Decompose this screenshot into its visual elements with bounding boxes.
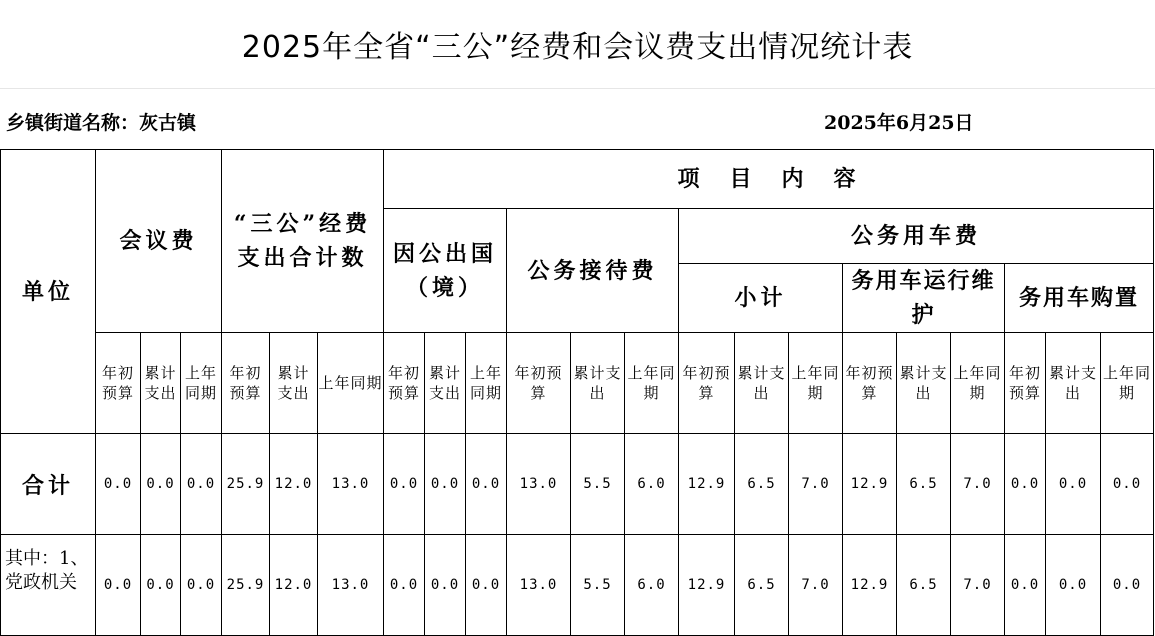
- table-cell: 0.0: [141, 535, 181, 636]
- column-subheader: 累计支出: [897, 333, 951, 434]
- column-subheader: 年初预算: [1005, 333, 1046, 434]
- vehicle-purchase-header: 务用车购置: [1005, 264, 1154, 333]
- column-subheader: 年初预算: [96, 333, 141, 434]
- report-date: 2025年6月25日: [824, 112, 974, 134]
- table-cell: 12.0: [270, 535, 318, 636]
- table-cell: 0.0: [1046, 535, 1101, 636]
- column-subheader: 上年同期: [625, 333, 679, 434]
- column-subheader: 累计支出: [1046, 333, 1101, 434]
- page-title: 2025年全省“三公”经费和会议费支出情况统计表: [241, 30, 914, 65]
- title-row: [0, 0, 1155, 89]
- table-cell: 0.0: [425, 434, 466, 535]
- column-subheader: 年初预算: [222, 333, 270, 434]
- row-label: 其中：1、党政机关: [1, 535, 96, 636]
- meeting-fee-header: 会议费: [96, 150, 222, 333]
- unit-header: 单位: [1, 150, 96, 434]
- table-cell: 6.0: [625, 535, 679, 636]
- table-cell: 5.5: [571, 535, 625, 636]
- table-cell: 0.0: [1101, 535, 1154, 636]
- table-cell: 7.0: [789, 535, 843, 636]
- table-cell: 0.0: [181, 434, 222, 535]
- column-subheader: 上年同期: [181, 333, 222, 434]
- column-subheader: 年初预算: [384, 333, 425, 434]
- table-cell: 12.9: [843, 535, 897, 636]
- table-cell: 12.0: [270, 434, 318, 535]
- statistics-table: [0, 149, 1154, 636]
- column-subheader: 上年同期: [951, 333, 1005, 434]
- overseas-header: 因公出国（境）: [384, 209, 507, 333]
- table-cell: 0.0: [1005, 535, 1046, 636]
- subtotal-header: 小计: [679, 264, 843, 333]
- table-cell: 0.0: [466, 535, 507, 636]
- table-cell: 5.5: [571, 434, 625, 535]
- table-cell: 6.5: [735, 535, 789, 636]
- table-cell: 0.0: [181, 535, 222, 636]
- table-cell: 25.9: [222, 434, 270, 535]
- table-cell: 7.0: [951, 434, 1005, 535]
- column-subheader: 年初预算: [679, 333, 735, 434]
- table-cell: 6.0: [625, 434, 679, 535]
- column-subheader: 年初预算: [507, 333, 571, 434]
- column-subheader: 累计支出: [141, 333, 181, 434]
- column-subheader: 年初预算: [843, 333, 897, 434]
- project-content-header: 项 目 内 容: [384, 150, 1154, 209]
- table-cell: 0.0: [466, 434, 507, 535]
- table-cell: 0.0: [1046, 434, 1101, 535]
- table-cell: 6.5: [897, 535, 951, 636]
- table-cell: 0.0: [96, 535, 141, 636]
- table-cell: 25.9: [222, 535, 270, 636]
- column-subheader: 累计支出: [425, 333, 466, 434]
- column-subheader: 上年同期: [466, 333, 507, 434]
- table-cell: 12.9: [843, 434, 897, 535]
- table-cell: 6.5: [897, 434, 951, 535]
- table-cell: 13.0: [318, 434, 384, 535]
- column-subheader: 累计支出: [270, 333, 318, 434]
- table-cell: 12.9: [679, 535, 735, 636]
- table-cell: 7.0: [951, 535, 1005, 636]
- table-cell: 7.0: [789, 434, 843, 535]
- table-cell: 0.0: [141, 434, 181, 535]
- table-cell: 0.0: [1005, 434, 1046, 535]
- row-label: 合计: [1, 434, 96, 535]
- table-cell: 0.0: [1101, 434, 1154, 535]
- table-cell: 13.0: [507, 434, 571, 535]
- table-cell: 0.0: [96, 434, 141, 535]
- table-cell: 0.0: [384, 535, 425, 636]
- table-cell: 0.0: [384, 434, 425, 535]
- table-cell: 13.0: [507, 535, 571, 636]
- table-cell: 0.0: [425, 535, 466, 636]
- reception-header: 公务接待费: [507, 209, 679, 333]
- column-subheader: 上年同期: [1101, 333, 1154, 434]
- table-cell: 13.0: [318, 535, 384, 636]
- column-subheader: 累计支出: [571, 333, 625, 434]
- table-cell: 12.9: [679, 434, 735, 535]
- vehicle-header: 公务用车费: [679, 209, 1154, 264]
- column-subheader: 上年同期: [789, 333, 843, 434]
- table-cell: 6.5: [735, 434, 789, 535]
- column-subheader: 累计支出: [735, 333, 789, 434]
- vehicle-maintenance-header: 务用车运行维护: [843, 264, 1005, 333]
- three-public-total-header: “三公”经费支出合计数: [222, 150, 384, 333]
- town-name: 乡镇街道名称：灰古镇: [6, 112, 197, 134]
- column-subheader: 上年同期: [318, 333, 384, 434]
